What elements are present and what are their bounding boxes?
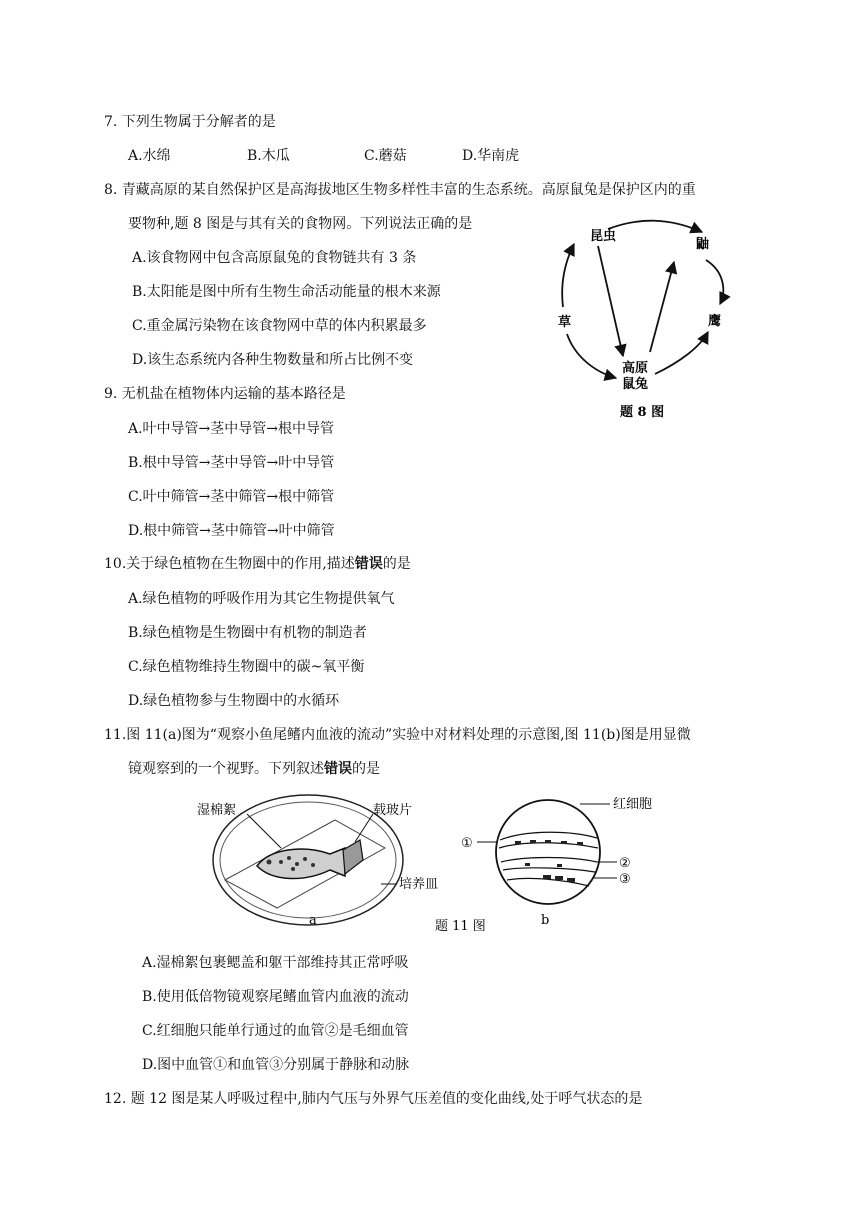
q10-option-c: C.绿色植物维持生物圈中的碳~氧平衡 — [128, 659, 365, 675]
q9-stem: 9. 无机盐在植物体内运输的基本路径是 — [104, 386, 346, 402]
node-pika-line1: 高原 — [622, 361, 649, 376]
q11-option-d: D.图中血管①和血管③分别属于静脉和动脉 — [142, 1057, 410, 1073]
q10-stem-post: 的是 — [382, 556, 411, 572]
q8-option-d: D.该生态系统内各种生物数量和所占比例不变 — [132, 352, 414, 368]
q8-stem-line1: 8. 青藏高原的某自然保护区是高海拔地区生物多样性丰富的生态系统。高原鼠兔是保护区内的重 — [104, 182, 696, 198]
q9-option-b: B.根中导管→茎中导管→叶中导管 — [128, 455, 335, 471]
q8-option-c: C.重金属污染物在该食物网中草的体内积累最多 — [132, 318, 427, 334]
node-hawk: 鹰 — [708, 314, 722, 329]
q7-option-d: D.华南虎 — [462, 148, 520, 164]
label-petri-dish: 培养皿 — [399, 877, 439, 892]
q8-option-a: A.该食物网中包含高原鼠兔的食物链共有 3 条 — [132, 250, 417, 266]
q10-stem-pre: 10.关于绿色植物在生物圈中的作用,描述 — [104, 556, 355, 572]
node-snake: 鼬 — [696, 237, 710, 252]
label-slide: 载玻片 — [373, 803, 413, 818]
label-sub-b: b — [541, 913, 550, 928]
label-red-blood-cell: 红细胞 — [613, 797, 653, 812]
q7-option-a: A.水绵 — [128, 148, 171, 164]
q7-options — [0, 146, 865, 166]
node-grass: 草 — [558, 315, 572, 330]
q10-option-a: A.绿色植物的呼吸作用为其它生物提供氧气 — [128, 591, 395, 607]
figure-11-caption: 题 11 图 — [435, 919, 486, 934]
label-sub-a: a — [309, 913, 317, 928]
label-vessel-3: ③ — [619, 872, 631, 887]
q11-option-b: B.使用低倍物镜观察尾鳍血管内血液的流动 — [142, 989, 409, 1005]
q7-option-b: B.木瓜 — [247, 148, 290, 164]
fish-experiment-figure — [185, 790, 725, 940]
label-wet-cotton: 湿棉絮 — [197, 803, 237, 818]
food-web-figure — [540, 212, 750, 427]
label-vessel-1: ① — [461, 836, 473, 851]
q11-stem-line1: 11.图 11(a)图为“观察小鱼尾鳍内血液的流动”实验中对材料处理的示意图,图 11(b)图是用显微 — [104, 727, 691, 743]
food-web-caption: 题 8 图 — [620, 405, 665, 420]
q11-stem-emphasis: 错误 — [324, 761, 352, 777]
q11-stem-pre: 镜观察到的一个视野。下列叙述 — [128, 761, 324, 777]
figure-b-microscope-view — [477, 800, 617, 904]
q8-stem-line2: 要物种,题 8 图是与其有关的食物网。下列说法正确的是 — [128, 216, 473, 232]
q10-stem-emphasis: 错误 — [354, 556, 383, 572]
q10-stem — [104, 554, 411, 574]
node-insect: 昆虫 — [590, 229, 617, 244]
q7-stem: 7. 下列生物属于分解者的是 — [104, 114, 276, 130]
q11-stem-post: 的是 — [352, 761, 380, 777]
q11-option-a: A.湿棉絮包裹鳃盖和躯干部维持其正常呼吸 — [142, 955, 409, 971]
q12-stem: 12. 题 12 图是某人呼吸过程中,肺内气压与外界气压差值的变化曲线,处于呼气状态的是 — [104, 1091, 643, 1107]
q11-option-c: C.红细胞只能单行通过的血管②是毛细血管 — [142, 1023, 409, 1039]
q9-option-c: C.叶中筛管→茎中筛管→根中筛管 — [128, 489, 335, 505]
q7-option-c: C.蘑菇 — [364, 148, 407, 164]
q8-option-b: B.太阳能是图中所有生物生命活动能量的根木来源 — [132, 284, 441, 300]
q9-option-a: A.叶中导管→茎中导管→根中导管 — [128, 421, 335, 437]
q9-option-d: D.根中筛管→茎中筛管→叶中筛管 — [128, 523, 335, 539]
q10-option-b: B.绿色植物是生物圈中有机物的制造者 — [128, 625, 367, 641]
node-pika-line2: 鼠兔 — [622, 377, 649, 392]
q11-stem-line2 — [128, 759, 380, 779]
q10-option-d: D.绿色植物参与生物圈中的水循环 — [128, 693, 340, 709]
label-vessel-2: ② — [619, 856, 631, 871]
